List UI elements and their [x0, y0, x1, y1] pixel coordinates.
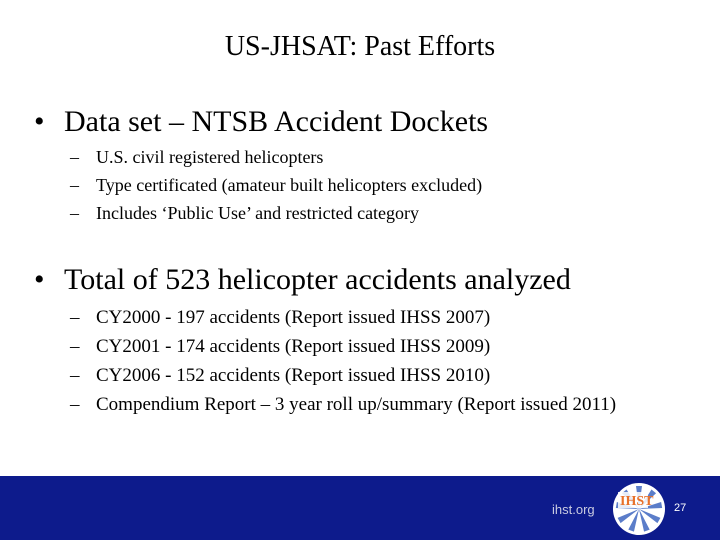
slide-title: US-JHSAT: Past Efforts: [224, 31, 496, 62]
sub-item-text: CY2006 - 152 accidents (Report issued IHSS 2010): [96, 365, 491, 386]
dash-marker: –: [70, 307, 80, 328]
dash-marker: –: [70, 147, 79, 167]
dash-marker: –: [70, 365, 80, 386]
footer-url: ihst.org: [552, 502, 595, 517]
sub-item: [70, 334, 490, 360]
sub-item-text: CY2001 - 174 accidents (Report issued IHSS 2009): [96, 336, 491, 357]
bullet-marker: •: [34, 105, 45, 138]
sub-item: [70, 305, 490, 331]
sub-item-text: U.S. civil registered helicopters: [96, 147, 324, 167]
sub-item: [70, 173, 482, 197]
page-number: 27: [674, 502, 687, 514]
bullet-marker: •: [34, 263, 45, 296]
dash-marker: –: [70, 394, 80, 415]
sub-item: [70, 392, 616, 418]
bullet-text: Data set – NTSB Accident Dockets: [64, 105, 489, 138]
sub-item-text: Type certificated (amateur built helicopters excluded): [96, 175, 483, 195]
dash-marker: –: [70, 336, 80, 357]
sub-item-text: Compendium Report – 3 year roll up/summary (Report issued 2011): [96, 394, 617, 415]
sub-item-text: CY2000 - 197 accidents (Report issued IHSS 2007): [96, 307, 491, 328]
bullet-total-accidents: [34, 262, 571, 298]
ihst-logo-icon: [612, 482, 666, 536]
sub-item: [70, 145, 323, 169]
bullet-text: Total of 523 helicopter accidents analyzed: [64, 263, 571, 296]
footer-bar: [0, 476, 720, 540]
dash-marker: –: [70, 203, 79, 223]
bullet-data-set: [34, 104, 488, 140]
sub-item-text: Includes ‘Public Use’ and restricted category: [96, 203, 420, 223]
sub-item: [70, 201, 419, 225]
logo-text: IHST: [620, 494, 654, 509]
dash-marker: –: [70, 175, 79, 195]
sub-item: [70, 363, 490, 389]
